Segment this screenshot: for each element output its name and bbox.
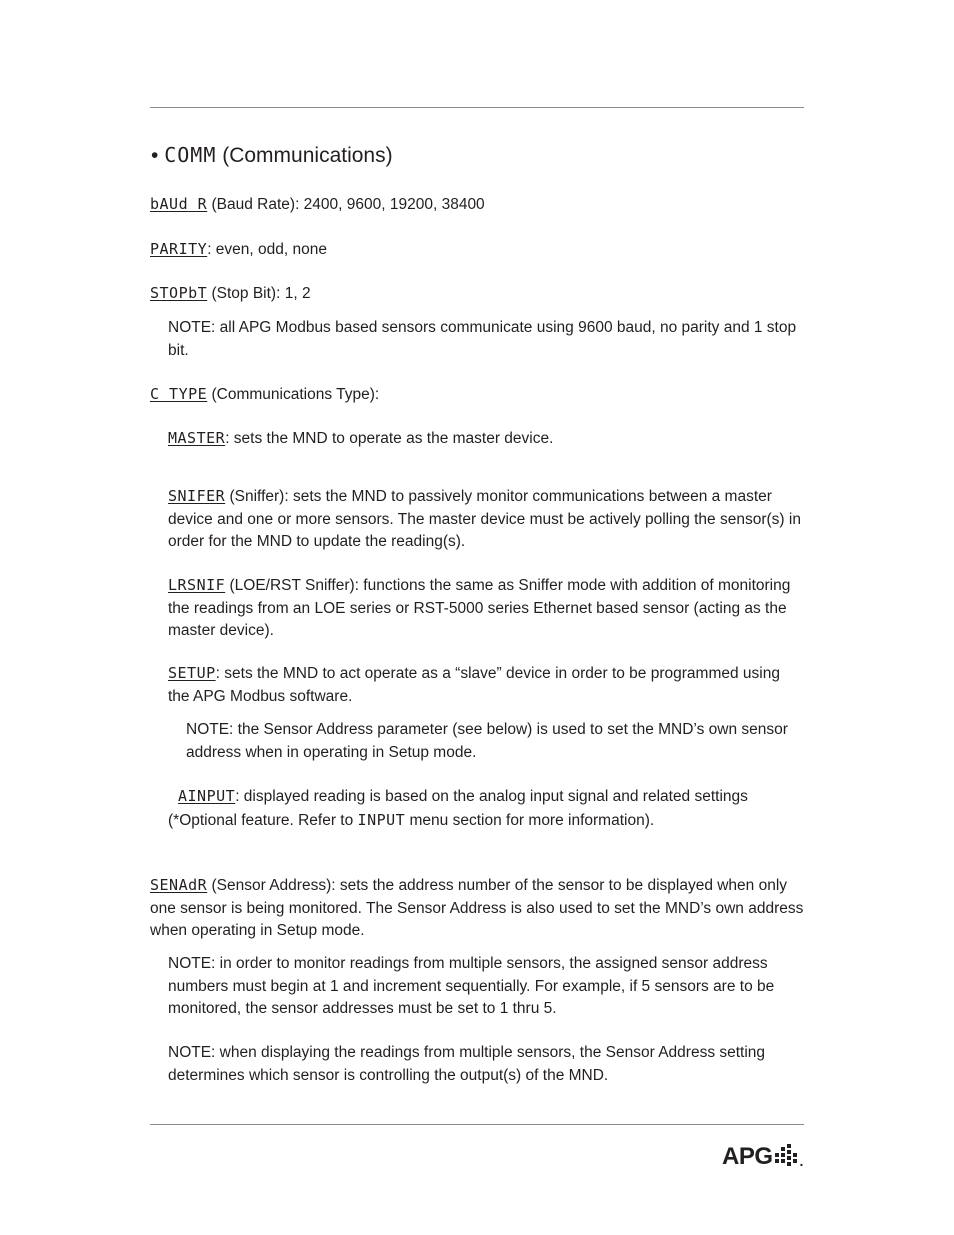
logo-text: APG (722, 1143, 773, 1170)
input-code: INPUT (357, 810, 406, 829)
sniffer-item (168, 485, 804, 554)
sniffer-code: SNIFER (168, 487, 226, 505)
setup-code: SETUP (168, 664, 216, 682)
note-multiple-sensors: NOTE: in order to monitor readings from multiple sensors, the assigned sensor address numbers must begin at 1 and increment sequentially. For example, if 5 sensors are to be monitored, the sensor addresses must be set to 1 thru 5. (168, 955, 775, 1017)
note-setup: NOTE: the Sensor Address parameter (see below) is used to set the MND’s own sensor address when in operating in Setup mode. (186, 721, 788, 761)
ainput-item (168, 785, 804, 832)
senadr-code: SENAdR (150, 876, 208, 894)
ainput-text: : displayed reading is based on the analog input signal and related settings (*Optional feature. Refer to (168, 788, 748, 829)
parity-item (150, 238, 804, 262)
setup-item (168, 662, 804, 708)
ctype-text: (Communications Type): (207, 386, 380, 403)
sensor-address-item (150, 874, 804, 943)
note-modbus: NOTE: all APG Modbus based sensors communicate using 9600 baud, no parity and 1 stop bit. (168, 319, 797, 359)
parity-text: : even, odd, none (207, 241, 327, 258)
logo-grid-icon (774, 1144, 800, 1168)
note-output-control: NOTE: when displaying the readings from multiple sensors, the Sensor Address setting determines which sensor is controlling the output(s) of the MND. (168, 1044, 766, 1084)
section-heading (151, 141, 393, 170)
heading-text: (Communications) (222, 144, 393, 167)
setup-text: : sets the MND to act operate as a “slave” device in order to be programmed using the APG Modbus software. (168, 665, 780, 705)
stopbit-text: (Stop Bit): 1, 2 (207, 285, 311, 302)
heading-code: COMM (164, 143, 217, 167)
lrsnif-text: (LOE/RST Sniffer): functions the same as Sniffer mode with addition of monitoring the readings from an LOE series or RST-5000 series Ethernet based sensor (acting as the master device). (168, 577, 791, 639)
stopbit-code: STOPbT (150, 284, 208, 302)
logo-dot: . (799, 1153, 803, 1169)
senadr-text: (Sensor Address): sets the address number of the sensor to be displayed when only one sensor is being monitored. The Sensor Address is also used to set the MND’s own address when operating in Setup mode. (150, 877, 804, 939)
baud-text: (Baud Rate): 2400, 9600, 19200, 38400 (207, 196, 485, 213)
master-code: MASTER (168, 429, 226, 447)
lrsnif-item (168, 574, 804, 643)
baud-rate-item (150, 193, 804, 217)
lrsnif-code: LRSNIF (168, 576, 226, 594)
sniffer-text: (Sniffer): sets the MND to passively monitor communications between a master device and one or more sensors. The master device must be actively polling the sensor(s) in order for the MND to update the reading(s). (168, 488, 801, 550)
master-item (168, 427, 804, 451)
parity-code: PARITY (150, 240, 208, 258)
footer-rule (150, 1124, 804, 1125)
ainput-text-end: menu section for more information). (405, 811, 655, 829)
stop-bit-item (150, 282, 804, 306)
baud-code: bAUd R (150, 195, 208, 213)
ctype-code: C TYPE (150, 385, 208, 403)
ainput-code: AINPUT (178, 787, 236, 805)
comm-type-item (150, 383, 804, 407)
apg-logo (722, 1142, 803, 1170)
master-text: : sets the MND to operate as the master device. (225, 430, 554, 447)
header-rule (150, 107, 804, 108)
heading-bullet: • (151, 144, 159, 167)
